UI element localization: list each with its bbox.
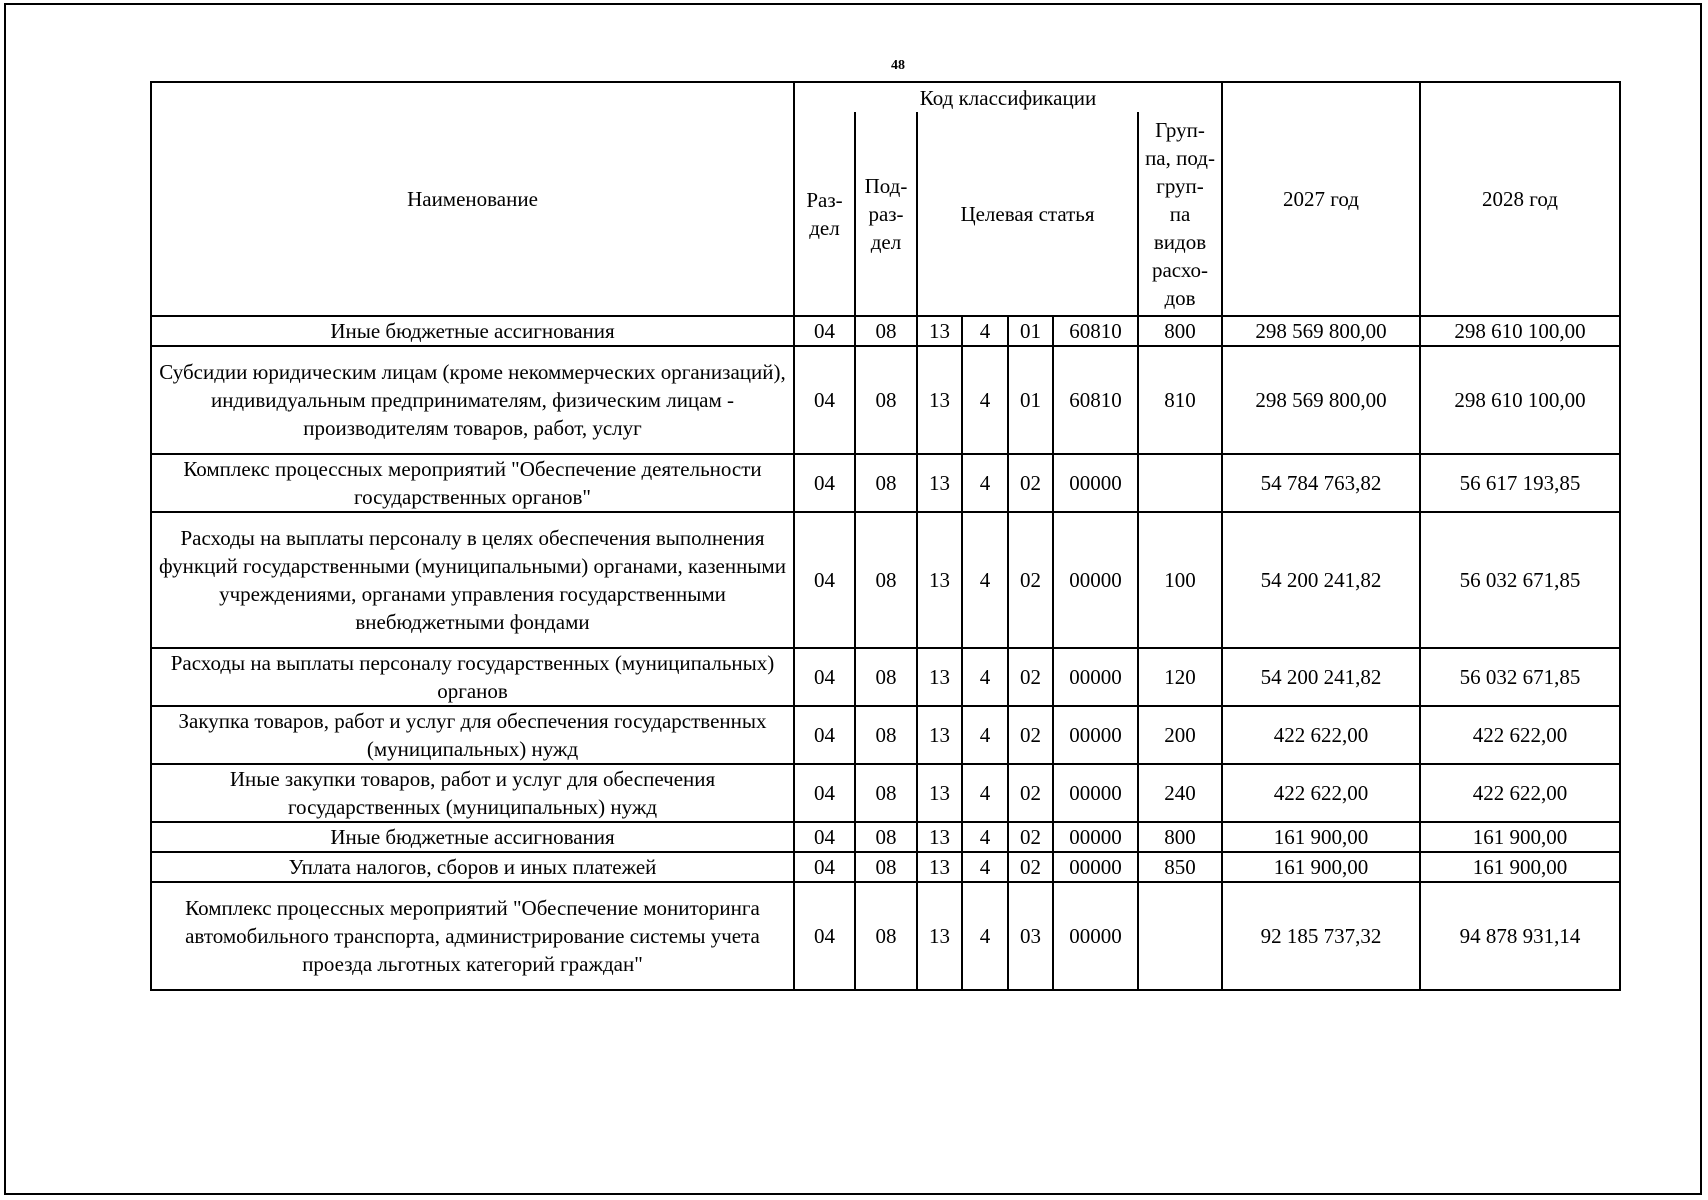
row-section: 04	[794, 512, 855, 648]
row-target-part2: 4	[962, 706, 1008, 764]
row-name: Субсидии юридическим лицам (кроме некоммерческих организаций), индивидуальным предпринимателям, физическим лицам - производителям товаров, работ, услуг	[151, 346, 794, 454]
row-target-part2: 4	[962, 648, 1008, 706]
header-year-2028: 2028 год	[1420, 82, 1620, 316]
row-target-part3: 02	[1008, 822, 1053, 852]
row-subsection: 08	[855, 454, 917, 512]
header-section	[794, 112, 855, 316]
header-expense-group-line: па, под-	[1145, 145, 1215, 170]
row-amount-2028: 56 032 671,85	[1420, 512, 1620, 648]
row-section: 04	[794, 822, 855, 852]
row-name: Уплата налогов, сборов и иных платежей	[151, 852, 794, 882]
header-expense-group-line: Груп-	[1155, 117, 1205, 142]
row-target-part4: 00000	[1053, 512, 1138, 648]
row-target-part2: 4	[962, 852, 1008, 882]
row-name: Расходы на выплаты персоналу в целях обеспечения выполнения функций государственными (муниципальными) органами, казенными учреждениями, органами управления государственными внебюджетными фондами	[151, 512, 794, 648]
header-subsection-line: дел	[870, 229, 902, 254]
row-target-part1: 13	[917, 822, 962, 852]
header-target-article: Целевая статья	[917, 112, 1138, 316]
row-name: Комплекс процессных мероприятий "Обеспечение деятельности государственных органов"	[151, 454, 794, 512]
row-expense-type: 800	[1138, 822, 1222, 852]
row-expense-type: 850	[1138, 852, 1222, 882]
row-target-part2: 4	[962, 454, 1008, 512]
row-target-part2: 4	[962, 316, 1008, 346]
row-target-part3: 02	[1008, 764, 1053, 822]
row-amount-2027: 161 900,00	[1222, 852, 1420, 882]
row-section: 04	[794, 852, 855, 882]
row-target-part4: 00000	[1053, 822, 1138, 852]
table-row	[151, 454, 1620, 512]
row-target-part2: 4	[962, 512, 1008, 648]
row-amount-2028: 298 610 100,00	[1420, 316, 1620, 346]
row-target-part2: 4	[962, 346, 1008, 454]
header-expense-group-line: дов	[1164, 285, 1196, 310]
header-name: Наименование	[151, 82, 794, 316]
row-section: 04	[794, 346, 855, 454]
header-expense-group-line: видов	[1153, 229, 1207, 254]
row-target-part1: 13	[917, 882, 962, 990]
page-number: 48	[891, 58, 905, 73]
row-expense-type	[1138, 454, 1222, 512]
row-expense-type: 800	[1138, 316, 1222, 346]
row-target-part4: 00000	[1053, 764, 1138, 822]
row-subsection: 08	[855, 764, 917, 822]
row-target-part1: 13	[917, 648, 962, 706]
table-row	[151, 852, 1620, 882]
table-row	[151, 512, 1620, 648]
row-target-part3: 02	[1008, 852, 1053, 882]
row-name: Закупка товаров, работ и услуг для обеспечения государственных (муниципальных) нужд	[151, 706, 794, 764]
row-section: 04	[794, 648, 855, 706]
row-target-part1: 13	[917, 316, 962, 346]
row-target-part1: 13	[917, 346, 962, 454]
row-amount-2027: 422 622,00	[1222, 706, 1420, 764]
row-amount-2028: 161 900,00	[1420, 822, 1620, 852]
row-name: Расходы на выплаты персоналу государственных (муниципальных) органов	[151, 648, 794, 706]
row-target-part1: 13	[917, 512, 962, 648]
row-amount-2027: 298 569 800,00	[1222, 346, 1420, 454]
row-section: 04	[794, 316, 855, 346]
row-target-part2: 4	[962, 822, 1008, 852]
row-expense-type: 810	[1138, 346, 1222, 454]
row-target-part1: 13	[917, 852, 962, 882]
table-row	[151, 346, 1620, 454]
row-target-part1: 13	[917, 706, 962, 764]
table-row	[151, 706, 1620, 764]
table-body	[151, 316, 1620, 990]
header-expense-group	[1138, 112, 1222, 316]
row-target-part2: 4	[962, 764, 1008, 822]
row-name: Иные бюджетные ассигнования	[151, 316, 794, 346]
header-year-2027: 2027 год	[1222, 82, 1420, 316]
row-expense-type: 100	[1138, 512, 1222, 648]
row-amount-2028: 161 900,00	[1420, 852, 1620, 882]
row-target-part3: 01	[1008, 346, 1053, 454]
row-section: 04	[794, 454, 855, 512]
row-amount-2028: 56 617 193,85	[1420, 454, 1620, 512]
row-target-part3: 02	[1008, 706, 1053, 764]
row-name: Иные закупки товаров, работ и услуг для обеспечения государственных (муниципальных) нужд	[151, 764, 794, 822]
table-row	[151, 882, 1620, 990]
row-subsection: 08	[855, 346, 917, 454]
row-amount-2027: 422 622,00	[1222, 764, 1420, 822]
row-target-part2: 4	[962, 882, 1008, 990]
row-expense-type: 240	[1138, 764, 1222, 822]
row-target-part4: 00000	[1053, 454, 1138, 512]
row-expense-type: 200	[1138, 706, 1222, 764]
row-target-part1: 13	[917, 764, 962, 822]
row-target-part4: 00000	[1053, 882, 1138, 990]
header-expense-group-line: груп-	[1156, 173, 1204, 198]
header-subsection-line: Под-	[864, 173, 908, 198]
row-amount-2028: 94 878 931,14	[1420, 882, 1620, 990]
row-target-part4: 60810	[1053, 316, 1138, 346]
row-expense-type: 120	[1138, 648, 1222, 706]
row-subsection: 08	[855, 852, 917, 882]
table-row	[151, 648, 1620, 706]
table-row	[151, 764, 1620, 822]
row-target-part3: 01	[1008, 316, 1053, 346]
row-amount-2028: 422 622,00	[1420, 764, 1620, 822]
row-subsection: 08	[855, 316, 917, 346]
row-subsection: 08	[855, 512, 917, 648]
row-target-part3: 03	[1008, 882, 1053, 990]
row-amount-2028: 298 610 100,00	[1420, 346, 1620, 454]
row-subsection: 08	[855, 882, 917, 990]
row-amount-2027: 92 185 737,32	[1222, 882, 1420, 990]
header-section-line: дел	[809, 215, 840, 240]
row-target-part1: 13	[917, 454, 962, 512]
row-name: Комплекс процессных мероприятий "Обеспечение мониторинга автомобильного транспорта, администрирование системы учета проезда льготных категорий граждан"	[151, 882, 794, 990]
row-amount-2027: 54 200 241,82	[1222, 512, 1420, 648]
header-subsection	[855, 112, 917, 316]
table-row	[151, 316, 1620, 346]
row-section: 04	[794, 764, 855, 822]
row-target-part3: 02	[1008, 512, 1053, 648]
row-amount-2027: 298 569 800,00	[1222, 316, 1420, 346]
header-subsection-line: раз-	[868, 201, 904, 226]
row-target-part4: 00000	[1053, 852, 1138, 882]
row-subsection: 08	[855, 822, 917, 852]
row-amount-2028: 422 622,00	[1420, 706, 1620, 764]
budget-table	[150, 81, 1621, 991]
row-amount-2027: 161 900,00	[1222, 822, 1420, 852]
row-section: 04	[794, 882, 855, 990]
row-expense-type	[1138, 882, 1222, 990]
table-row	[151, 822, 1620, 852]
row-subsection: 08	[855, 706, 917, 764]
row-amount-2027: 54 200 241,82	[1222, 648, 1420, 706]
header-expense-group-line: расхо-	[1151, 257, 1209, 282]
header-expense-group-line: па	[1169, 201, 1191, 226]
row-subsection: 08	[855, 648, 917, 706]
header-classification: Код классификации	[794, 82, 1222, 112]
row-amount-2028: 56 032 671,85	[1420, 648, 1620, 706]
row-section: 04	[794, 706, 855, 764]
row-amount-2027: 54 784 763,82	[1222, 454, 1420, 512]
header-section-line: Раз-	[806, 187, 843, 212]
row-target-part4: 60810	[1053, 346, 1138, 454]
row-target-part3: 02	[1008, 454, 1053, 512]
row-target-part4: 00000	[1053, 648, 1138, 706]
row-target-part3: 02	[1008, 648, 1053, 706]
row-name: Иные бюджетные ассигнования	[151, 822, 794, 852]
row-target-part4: 00000	[1053, 706, 1138, 764]
